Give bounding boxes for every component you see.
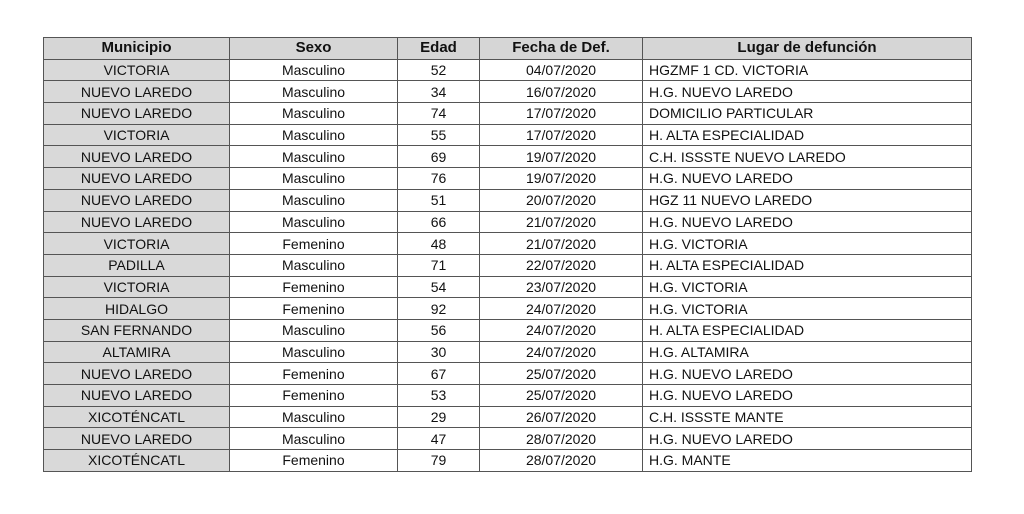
cell-lugar: H.G. NUEVO LAREDO — [643, 428, 972, 450]
cell-fecha: 24/07/2020 — [480, 298, 643, 320]
table-row — [44, 168, 972, 190]
cell-edad: 47 — [398, 428, 480, 450]
cell-lugar: H.G. VICTORIA — [643, 233, 972, 255]
cell-municipio: VICTORIA — [44, 276, 230, 298]
cell-sexo: Masculino — [230, 189, 398, 211]
header-edad: Edad — [398, 38, 480, 60]
cell-municipio: ALTAMIRA — [44, 341, 230, 363]
cell-edad: 92 — [398, 298, 480, 320]
header-lugar: Lugar de defunción — [643, 38, 972, 60]
cell-fecha: 21/07/2020 — [480, 211, 643, 233]
cell-edad: 55 — [398, 124, 480, 146]
cell-municipio: XICOTÉNCATL — [44, 450, 230, 472]
cell-sexo: Masculino — [230, 81, 398, 103]
cell-sexo: Masculino — [230, 211, 398, 233]
cell-fecha: 28/07/2020 — [480, 450, 643, 472]
cell-lugar: H.G. NUEVO LAREDO — [643, 211, 972, 233]
cell-fecha: 26/07/2020 — [480, 406, 643, 428]
table-row — [44, 124, 972, 146]
cell-fecha: 19/07/2020 — [480, 146, 643, 168]
table-row — [44, 254, 972, 276]
header-row — [44, 38, 972, 60]
deaths-table — [43, 37, 972, 472]
table-row — [44, 189, 972, 211]
cell-lugar: HGZMF 1 CD. VICTORIA — [643, 59, 972, 81]
cell-sexo: Masculino — [230, 428, 398, 450]
cell-lugar: H.G. NUEVO LAREDO — [643, 385, 972, 407]
cell-edad: 67 — [398, 363, 480, 385]
cell-edad: 66 — [398, 211, 480, 233]
cell-municipio: VICTORIA — [44, 59, 230, 81]
table-row — [44, 81, 972, 103]
cell-sexo: Masculino — [230, 103, 398, 125]
cell-municipio: NUEVO LAREDO — [44, 211, 230, 233]
cell-lugar: H.G. VICTORIA — [643, 298, 972, 320]
cell-sexo: Femenino — [230, 276, 398, 298]
cell-lugar: H.G. NUEVO LAREDO — [643, 81, 972, 103]
cell-sexo: Masculino — [230, 59, 398, 81]
table-row — [44, 406, 972, 428]
cell-fecha: 24/07/2020 — [480, 319, 643, 341]
cell-sexo: Masculino — [230, 319, 398, 341]
header-sexo: Sexo — [230, 38, 398, 60]
cell-sexo: Masculino — [230, 146, 398, 168]
cell-municipio: NUEVO LAREDO — [44, 363, 230, 385]
cell-sexo: Masculino — [230, 341, 398, 363]
cell-municipio: NUEVO LAREDO — [44, 428, 230, 450]
cell-lugar: H. ALTA ESPECIALIDAD — [643, 124, 972, 146]
cell-fecha: 25/07/2020 — [480, 385, 643, 407]
cell-lugar: H. ALTA ESPECIALIDAD — [643, 319, 972, 341]
cell-edad: 74 — [398, 103, 480, 125]
cell-sexo: Masculino — [230, 406, 398, 428]
cell-fecha: 25/07/2020 — [480, 363, 643, 385]
cell-edad: 48 — [398, 233, 480, 255]
table-row — [44, 146, 972, 168]
cell-municipio: PADILLA — [44, 254, 230, 276]
table-row — [44, 276, 972, 298]
cell-municipio: NUEVO LAREDO — [44, 189, 230, 211]
cell-fecha: 22/07/2020 — [480, 254, 643, 276]
cell-sexo: Femenino — [230, 233, 398, 255]
table-row — [44, 450, 972, 472]
cell-sexo: Femenino — [230, 298, 398, 320]
cell-fecha: 17/07/2020 — [480, 124, 643, 146]
table-row — [44, 428, 972, 450]
cell-lugar: H.G. VICTORIA — [643, 276, 972, 298]
table-row — [44, 341, 972, 363]
cell-fecha: 21/07/2020 — [480, 233, 643, 255]
cell-edad: 71 — [398, 254, 480, 276]
table-header — [44, 38, 972, 60]
cell-lugar: H.G. NUEVO LAREDO — [643, 168, 972, 190]
cell-fecha: 17/07/2020 — [480, 103, 643, 125]
cell-municipio: NUEVO LAREDO — [44, 103, 230, 125]
cell-municipio: VICTORIA — [44, 233, 230, 255]
cell-sexo: Masculino — [230, 124, 398, 146]
table-row — [44, 319, 972, 341]
cell-sexo: Femenino — [230, 363, 398, 385]
cell-edad: 54 — [398, 276, 480, 298]
header-fecha: Fecha de Def. — [480, 38, 643, 60]
cell-edad: 29 — [398, 406, 480, 428]
cell-fecha: 04/07/2020 — [480, 59, 643, 81]
cell-municipio: XICOTÉNCATL — [44, 406, 230, 428]
cell-sexo: Masculino — [230, 168, 398, 190]
cell-sexo: Femenino — [230, 385, 398, 407]
table-row — [44, 363, 972, 385]
cell-fecha: 16/07/2020 — [480, 81, 643, 103]
cell-edad: 51 — [398, 189, 480, 211]
deaths-table-container — [43, 37, 972, 472]
table-row — [44, 103, 972, 125]
cell-municipio: VICTORIA — [44, 124, 230, 146]
table-row — [44, 211, 972, 233]
cell-edad: 30 — [398, 341, 480, 363]
table-row — [44, 233, 972, 255]
cell-edad: 56 — [398, 319, 480, 341]
cell-lugar: C.H. ISSSTE NUEVO LAREDO — [643, 146, 972, 168]
cell-municipio: NUEVO LAREDO — [44, 385, 230, 407]
header-municipio: Municipio — [44, 38, 230, 60]
cell-fecha: 23/07/2020 — [480, 276, 643, 298]
cell-fecha: 19/07/2020 — [480, 168, 643, 190]
table-body — [44, 59, 972, 471]
cell-lugar: H.G. NUEVO LAREDO — [643, 363, 972, 385]
cell-municipio: HIDALGO — [44, 298, 230, 320]
table-row — [44, 59, 972, 81]
cell-edad: 52 — [398, 59, 480, 81]
table-row — [44, 385, 972, 407]
cell-lugar: C.H. ISSSTE MANTE — [643, 406, 972, 428]
cell-edad: 79 — [398, 450, 480, 472]
cell-fecha: 20/07/2020 — [480, 189, 643, 211]
cell-fecha: 28/07/2020 — [480, 428, 643, 450]
cell-municipio: SAN FERNANDO — [44, 319, 230, 341]
cell-lugar: H. ALTA ESPECIALIDAD — [643, 254, 972, 276]
cell-edad: 34 — [398, 81, 480, 103]
cell-lugar: H.G. MANTE — [643, 450, 972, 472]
cell-lugar: H.G. ALTAMIRA — [643, 341, 972, 363]
table-row — [44, 298, 972, 320]
cell-lugar: DOMICILIO PARTICULAR — [643, 103, 972, 125]
cell-sexo: Femenino — [230, 450, 398, 472]
cell-sexo: Masculino — [230, 254, 398, 276]
cell-municipio: NUEVO LAREDO — [44, 146, 230, 168]
cell-fecha: 24/07/2020 — [480, 341, 643, 363]
cell-lugar: HGZ 11 NUEVO LAREDO — [643, 189, 972, 211]
cell-edad: 53 — [398, 385, 480, 407]
cell-edad: 69 — [398, 146, 480, 168]
cell-edad: 76 — [398, 168, 480, 190]
cell-municipio: NUEVO LAREDO — [44, 81, 230, 103]
cell-municipio: NUEVO LAREDO — [44, 168, 230, 190]
